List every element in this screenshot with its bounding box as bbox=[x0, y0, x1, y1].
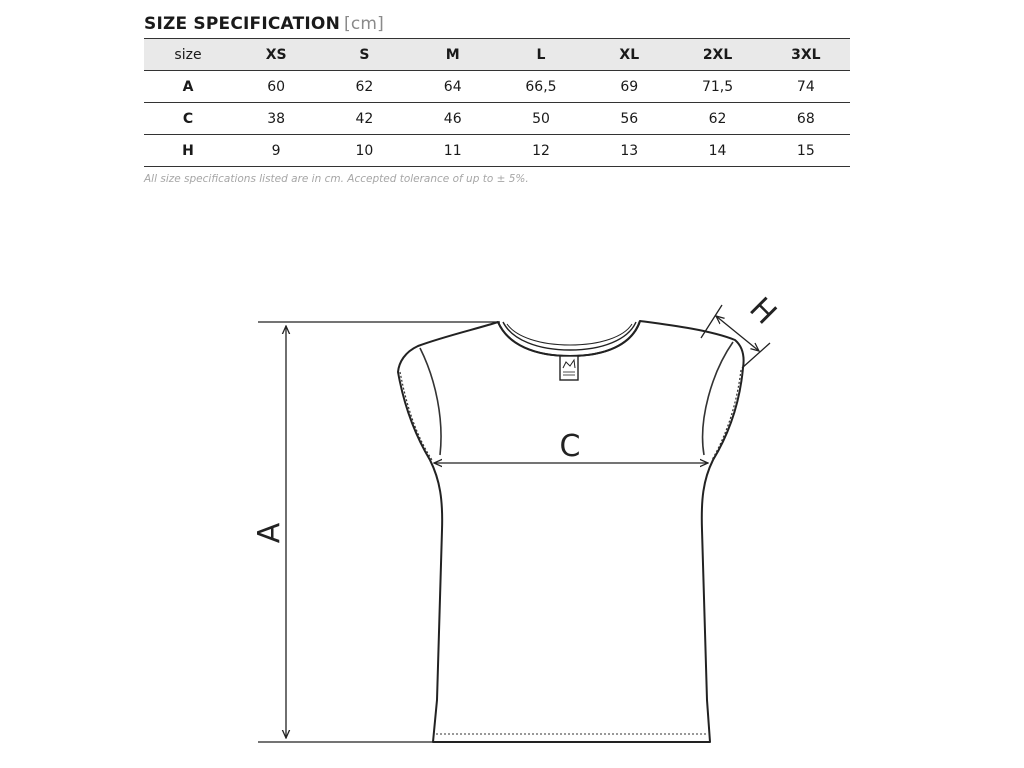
tshirt-outline bbox=[398, 321, 744, 742]
row-label-h: H bbox=[144, 135, 232, 167]
table-cell: 68 bbox=[762, 103, 850, 135]
table-cell: 56 bbox=[585, 103, 673, 135]
table-cell: 60 bbox=[232, 71, 320, 103]
tolerance-note: All size specifications listed are in cm. Accepted tolerance of up to ± 5%. bbox=[144, 173, 529, 185]
table-cell: 15 bbox=[762, 135, 850, 167]
header-size-xs: XS bbox=[232, 39, 320, 71]
table-cell: 11 bbox=[409, 135, 497, 167]
table-cell: 46 bbox=[409, 103, 497, 135]
table-cell: 38 bbox=[232, 103, 320, 135]
header-size-s: S bbox=[320, 39, 408, 71]
table-cell: 71,5 bbox=[673, 71, 761, 103]
table-cell: 50 bbox=[497, 103, 585, 135]
row-label-a: A bbox=[144, 71, 232, 103]
title-text: SIZE SPECIFICATION bbox=[144, 14, 340, 34]
header-size-m: M bbox=[409, 39, 497, 71]
row-label-c: C bbox=[144, 103, 232, 135]
dimension-a bbox=[258, 322, 500, 742]
header-size-label: size bbox=[144, 39, 232, 71]
table-cell: 10 bbox=[320, 135, 408, 167]
table-cell: 12 bbox=[497, 135, 585, 167]
dimension-label-c: C bbox=[559, 429, 581, 464]
table-cell: 69 bbox=[585, 71, 673, 103]
dimension-label-h: H bbox=[742, 290, 784, 332]
table-cell: 9 bbox=[232, 135, 320, 167]
table-cell: 62 bbox=[673, 103, 761, 135]
table-cell: 42 bbox=[320, 103, 408, 135]
header-size-l: L bbox=[497, 39, 585, 71]
neck-label bbox=[560, 356, 578, 380]
dimension-label-a: A bbox=[252, 522, 287, 544]
table-cell: 74 bbox=[762, 71, 850, 103]
neckline bbox=[498, 321, 640, 356]
table-cell: 14 bbox=[673, 135, 761, 167]
table-cell: 66,5 bbox=[497, 71, 585, 103]
header-size-2xl: 2XL bbox=[673, 39, 761, 71]
table-cell: 13 bbox=[585, 135, 673, 167]
header-size-xl: XL bbox=[585, 39, 673, 71]
table-cell: 64 bbox=[409, 71, 497, 103]
title-unit: [cm] bbox=[344, 14, 384, 34]
header-size-3xl: 3XL bbox=[762, 39, 850, 71]
table-cell: 62 bbox=[320, 71, 408, 103]
